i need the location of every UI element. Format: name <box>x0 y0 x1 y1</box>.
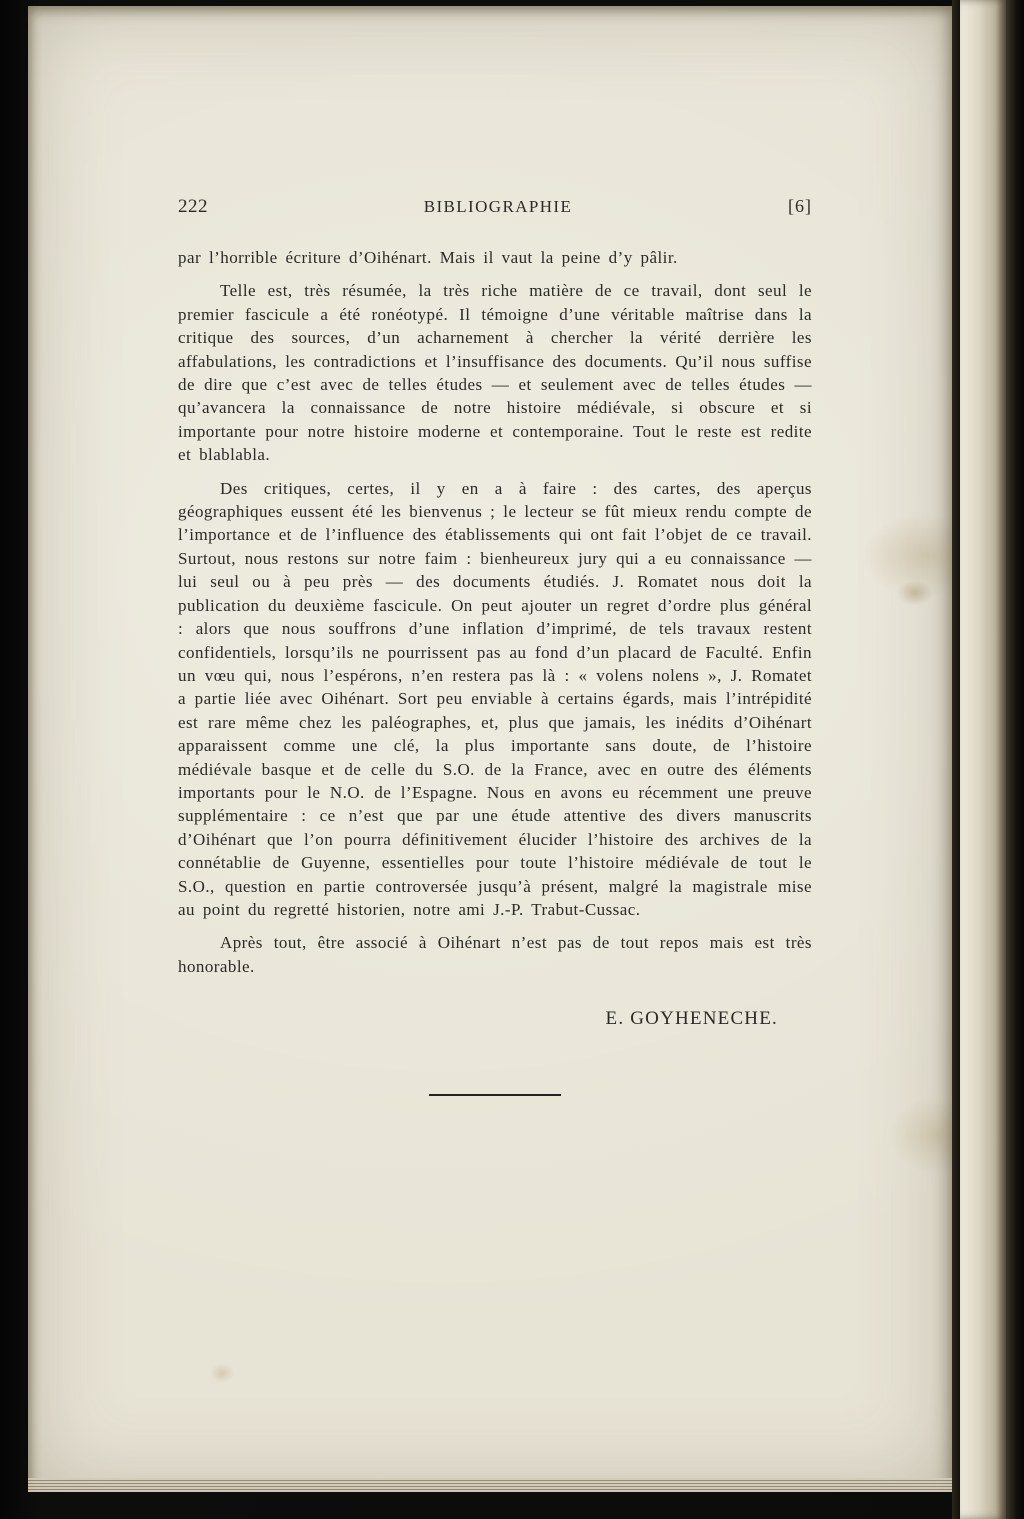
right-dark-margin <box>1006 0 1024 1519</box>
book-page <box>28 6 952 1492</box>
page-gutter-shadow <box>952 0 960 1519</box>
paragraph: par l’horrible écriture d’Oihénart. Mais il vaut la peine d’y pâlir. <box>178 248 678 267</box>
section-divider-rule <box>429 1094 561 1096</box>
next-page-edge <box>960 0 1006 1519</box>
paragraph: Des critiques, certes, il y en a à faire : des cartes, des aperçus géographiques eussent été les bienvenus ; le lecteur se fût mieux rendu compte de l’importance et de l’influence des établissements qui ont fait l’objet de ce travail. Surtout, nous restons sur notre faim : bienheureux jury qui a eu connaissance — lui seul ou à peu près — des documents étudiés. J. Romatet nous doit la publication du deuxième fascicule. On peut ajouter un regret d’ordre plus général : alors que nous souffrons d’une inflation d’imprimé, de tels travaux restent confidentiels, lorsqu’ils ne pourrissent pas au fond d’un placard de Faculté. Enfin un vœu qui, nous l’espérons, n’en restera pas là : « volens nolens », J. Romatet a partie liée avec Oihénart. Sort peu enviable à certains égards, mais l’intrépidité est rare même chez les paléographes, et, plus que jamais, les inédits d’Oihénart apparaissent comme une clé, la plus importante sans doute, de l’histoire médiévale basque et de celle du S.O. de la France, avec en outre des éléments importants pour le N.O. de l’Espagne. Nous en avons eu récemment une preuve supplémentaire : ce n’est que par une étude attentive des divers manuscrits d’Oihénart que l’on pourra définitivement élucider l’histoire des archives de la connétablie de Guyenne, essentielles pour toute l’histoire médiévale de tout le S.O., question en partie controversée jusqu’à présent, malgré la magistrale mise au point du regretté historien, notre ami J.-P. Trabut-Cussac. <box>178 478 812 919</box>
body-text <box>178 246 812 978</box>
page-header-mark: [6] <box>788 196 812 216</box>
paragraph: Telle est, très résumée, la très riche matière de ce travail, dont seul le premier fascicule a été ronéotypé. Il témoigne d’une véritable maîtrise dans la critique des sources, d’un acharnement à chercher la vérité derrière les affabulations, les contradictions et l’insuffisance des documents. Qu’il nous suffise de dire que c’est avec de telles études — et seulement avec de telles études — qu’avancera la connaissance de notre histoire médiévale, si obscure et si importante pour notre histoire moderne et contemporaine. Tout le reste est redite et blablabla. <box>178 281 812 465</box>
page-bottom-stack-edge <box>28 1478 952 1492</box>
page-number: 222 <box>178 196 208 217</box>
page-header <box>178 196 812 218</box>
page-header-title: BIBLIOGRAPHIE <box>423 197 573 216</box>
paragraph: Après tout, être associé à Oihénart n’est pas de tout repos mais est très honorable. <box>178 933 812 976</box>
text-column <box>178 196 812 1096</box>
author-signature: E. GOYHENECHE. <box>605 1008 778 1030</box>
